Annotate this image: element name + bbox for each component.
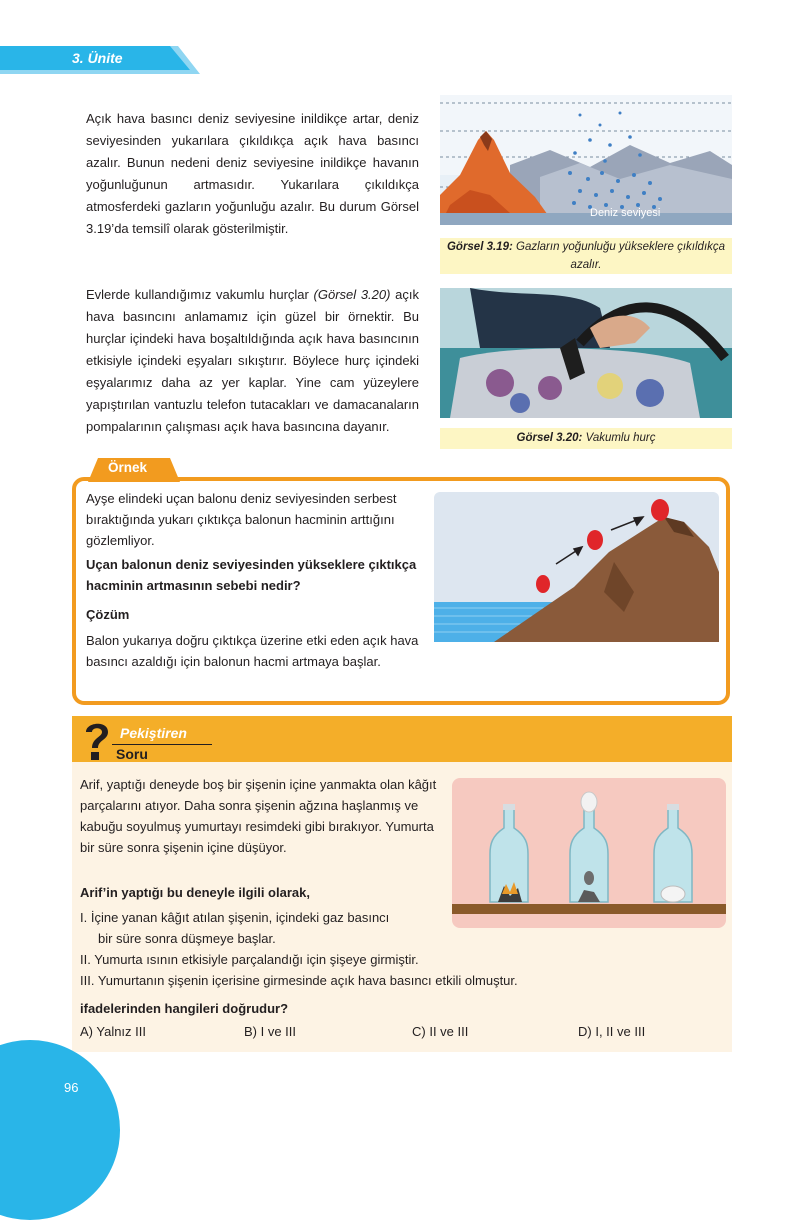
option-b[interactable]: B) I ve III bbox=[244, 1024, 297, 1039]
caption-text-3-19: Gazların yoğunluğu yükseklere çıkıldıkça azalır. bbox=[512, 241, 726, 271]
paragraph-vacuum-text-b: açık hava basıncını anlamamız için güzel bir örnektir. Bu hurçlar içindeki hava boşaltıldığında açık hava basıncının etkisiyle içindeki eşyaları sıkıştırır. Böylece hurç içindeki eşyalarımız daha az yer kaplar. Yine cam yüzeylere yapıştırılan vantuzlu telefon tutacakları ve damacanaların pompalarının çalışması açık hava basıncına dayanır. bbox=[86, 287, 419, 434]
caption-ref-3-19: Görsel 3.19: bbox=[446, 241, 513, 253]
statement-2: II. Yumurta ısının etkisiyle parçalandığı için şişeye girmiştir. bbox=[80, 952, 419, 967]
solution-title: Çözüm bbox=[86, 607, 130, 622]
option-a[interactable]: A) Yalnız III bbox=[80, 1024, 146, 1039]
unit-title: 3. Ünite bbox=[72, 50, 123, 66]
figure-bottles bbox=[452, 778, 726, 928]
figure-balloon-mountain bbox=[434, 492, 719, 642]
example-tab-label: Örnek bbox=[108, 460, 148, 475]
paragraph-vacuum bbox=[86, 284, 419, 438]
statement-1-cont: bir süre sonra düşmeye başlar. bbox=[98, 931, 276, 946]
page-corner-circle bbox=[0, 1040, 120, 1220]
figure-caption-3-19 bbox=[440, 238, 732, 274]
caption-ref-3-20: Görsel 3.20: bbox=[516, 432, 583, 444]
example-question: Uçan balonun deniz seviyesinden yükseklere çıktıkça hacminin artmasının sebebi nedir? bbox=[86, 557, 417, 593]
statement-3: III. Yumurtanın şişenin içerisine girmesinde açık hava basıncı etkili olmuştur. bbox=[80, 973, 518, 988]
paragraph-vacuum-text-a: Evlerde kullandığımız vakumlu hurçlar bbox=[86, 287, 314, 302]
option-c[interactable]: C) II ve III bbox=[412, 1024, 469, 1039]
question-ask: ifadelerinden hangileri doğrudur? bbox=[80, 1001, 289, 1016]
option-d[interactable]: D) I, II ve III bbox=[578, 1024, 646, 1039]
reinforce-divider bbox=[112, 744, 212, 745]
reinforce-title: Pekiştiren bbox=[120, 725, 187, 741]
paragraph-pressure bbox=[86, 108, 419, 240]
page-number: 96 bbox=[64, 1080, 79, 1095]
example-text: Ayşe elindeki uçan balonu deniz seviyesinden serbest bıraktığında yukarı çıktıkça balonun hacminin arttığını gözlemliyor. bbox=[86, 491, 397, 548]
figure-vacuum-bag bbox=[440, 288, 732, 418]
paragraph-vacuum-ref: (Görsel 3.20) bbox=[313, 287, 391, 302]
paragraph-pressure-text: Açık hava basıncı deniz seviyesine inildikçe artar, deniz seviyesinden yukarılara çıkıldıkça açık hava basıncı azalır. Bunun nedeni deniz seviyesine inildikçe havanın yoğunluğunun artmasıdır. Yukarılara çıkıldıkça atmosferdeki gazların yoğunluğu azalır. Bu durum Görsel 3.19’da temsilî olarak gösterilmiştir. bbox=[86, 111, 419, 236]
question-mark-icon bbox=[80, 718, 114, 762]
caption-text-3-20: Vakumlu hurç bbox=[582, 432, 656, 444]
solution-text: Balon yukarıya doğru çıktıkça üzerine etki eden açık hava basıncı azaldığı için balonun hacmi artmaya başlar. bbox=[86, 633, 419, 669]
statement-1: I. İçine yanan kâğıt atılan şişenin, içindeki gaz basıncı bbox=[80, 910, 390, 925]
question-text: Arif, yaptığı deneyde boş bir şişenin içine yanmakta olan kâğıt parçalarını atıyor. Daha sonra şişenin ağzına haşlanmış ve kabuğu soyulmuş yumurtayı resimdeki gibi bırakıyor. Yumurta bir süre sonra şişenin içine düşüyor. bbox=[80, 777, 437, 855]
figure-caption-3-20 bbox=[440, 428, 732, 449]
sea-level-label: Deniz seviyesi bbox=[590, 207, 661, 219]
question-lead: Arif’in yaptığı bu deneyle ilgili olarak, bbox=[80, 885, 310, 900]
reinforce-subtitle: Soru bbox=[116, 746, 148, 762]
figure-gas-density bbox=[440, 95, 732, 225]
